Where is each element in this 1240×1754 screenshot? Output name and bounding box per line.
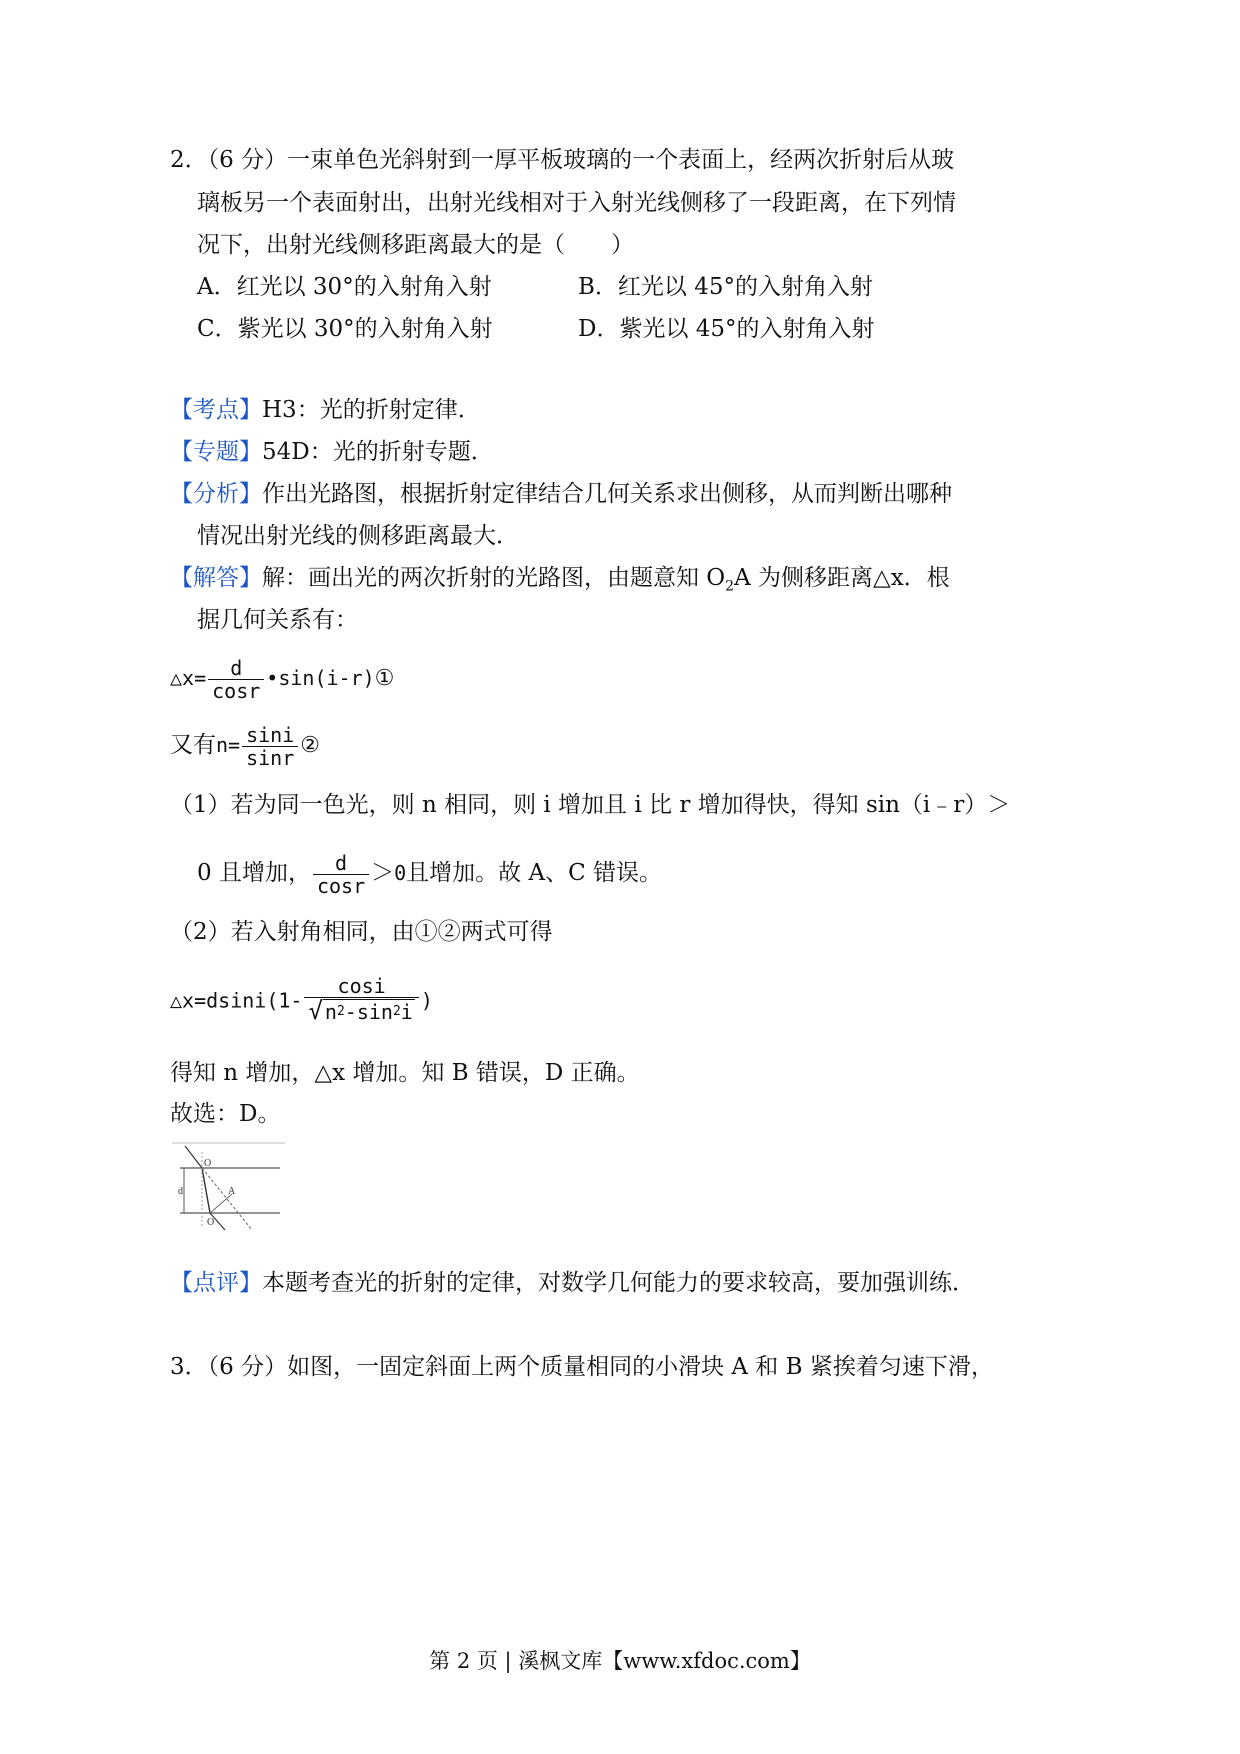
formula-3-denominator: √ $n^2-\sin^2i$ (304, 997, 418, 1029)
case1-gt: ＞ (371, 860, 395, 886)
formula-2-lhs: n= (216, 733, 241, 757)
formula-3-fraction (304, 975, 418, 1029)
jieda-line-2: 据几何关系有： (197, 607, 358, 633)
formula-3-lhs: △x=dsini(1- (170, 988, 303, 1013)
q2-option-b: B．红光以 45°的入射角入射 (578, 274, 873, 300)
formula-3-exp-2: 2 (392, 1004, 401, 1019)
jieda-text-pre: 解：画出光的两次折射的光路图，由题意知 O (262, 565, 726, 591)
formula-2 (170, 722, 320, 769)
q2-stem-line-1: 2．（6 分）一束单色光斜射到一厚平板玻璃的一个表面上，经两次折射后从玻 (170, 147, 955, 173)
fenxi-line-2: 情况出射光线的侧移距离最大． (197, 523, 519, 549)
kaodian-line (170, 395, 481, 425)
formula-3 (170, 975, 433, 1029)
q3-stem-line: 3．（6 分）如图，一固定斜面上两个质量相同的小滑块 A 和 B 紧挨着匀速下滑， (170, 1354, 994, 1380)
figure-label-o1: O (204, 1158, 212, 1169)
case1-numerator: d (335, 850, 348, 875)
q2-stem-line-2: 璃板另一个表面射出，出射光线相对于入射光线侧移了一段距离，在下列情 (197, 190, 956, 216)
conclusion-line: 得知 n 增加，△x 增加。知 B 错误，D 正确。 (170, 1060, 640, 1086)
formula-1-denominator: cosr (208, 679, 264, 702)
figure-label-o2: O (207, 1217, 215, 1228)
case1-line-2 (197, 850, 662, 897)
case1-fraction (313, 852, 369, 897)
formula-1-lhs: △x= (170, 666, 207, 690)
formula-3-numerator: cosi (337, 974, 386, 998)
pingjia-tag: 【点评】 (170, 1270, 262, 1296)
page-footer: 第 2 页 | 溪枫文库【www.xfdoc.com】 (429, 1649, 811, 1673)
formula-3-n: n (324, 1000, 337, 1024)
figure-label-a: A (228, 1186, 236, 1197)
case1-post: 且增加。故 A、C 错误。 (406, 860, 663, 886)
formula-3-exp-1: 2 (336, 1004, 345, 1019)
light-path-figure (170, 1138, 290, 1233)
jieda-text-post: A 为侧移距离△x．根 (734, 565, 950, 591)
figure-label-d: d (178, 1186, 183, 1197)
q2-option-a: A．红光以 30°的入射角入射 (197, 274, 492, 300)
fenxi-text-1: 作出光路图，根据折射定律结合几何关系求出侧移，从而判断出哪种 (262, 481, 952, 507)
case1-pre: 0 且增加， (197, 860, 311, 886)
jieda-line-1 (170, 563, 950, 602)
formula-1-numerator: d (230, 656, 243, 680)
formula-1-rhs: •sin(i-r) (266, 666, 375, 690)
jieda-subscript: 2 (725, 578, 735, 595)
pingjia-line (170, 1268, 975, 1298)
formula-2-numerator: sini (246, 722, 295, 747)
kaodian-text: H3：光的折射定律． (262, 397, 481, 423)
kaodian-tag: 【考点】 (170, 397, 262, 423)
formula-1-fraction (208, 657, 264, 702)
answer-line: 故选：D。 (170, 1101, 281, 1127)
q2-stem-line-3: 况下，出射光线侧移距离最大的是（ ） (197, 232, 634, 258)
formula-3-close: ) (420, 988, 433, 1013)
formula-3-minus-sin: -sin (344, 1000, 393, 1024)
q2-option-c: C．紫光以 30°的入射角入射 (197, 316, 493, 342)
formula-1-mark: ① (374, 666, 395, 691)
case1-zero: 0 (394, 861, 407, 885)
fenxi-tag: 【分析】 (170, 481, 262, 507)
formula-2-fraction (242, 724, 298, 769)
formula-3-i: i (400, 1000, 413, 1024)
formula-2-mark: ② (300, 733, 320, 758)
formula-2-prefix: 又有 (170, 732, 216, 758)
case1-line-1: （1）若为同一色光，则 n 相同，则 i 增加且 i 比 r 增加得快，得知 sin（i﹣r）＞ (170, 792, 1011, 818)
zhuanti-text: 54D：光的折射专题． (262, 439, 494, 465)
q2-option-d: D．紫光以 45°的入射角入射 (578, 316, 875, 342)
zhuanti-tag: 【专题】 (170, 439, 262, 465)
fenxi-line-1 (170, 479, 952, 509)
formula-3-radicand (323, 999, 415, 1024)
case1-denominator: cosr (313, 874, 369, 897)
formula-2-denominator: sinr (242, 746, 298, 769)
formula-1 (170, 655, 394, 702)
pingjia-text: 本题考查光的折射的定律，对数学几何能力的要求较高，要加强训练． (262, 1270, 975, 1296)
jieda-tag: 【解答】 (170, 565, 262, 591)
case2-line: （2）若入射角相同，由①②两式可得 (170, 919, 553, 945)
zhuanti-line (170, 437, 494, 467)
